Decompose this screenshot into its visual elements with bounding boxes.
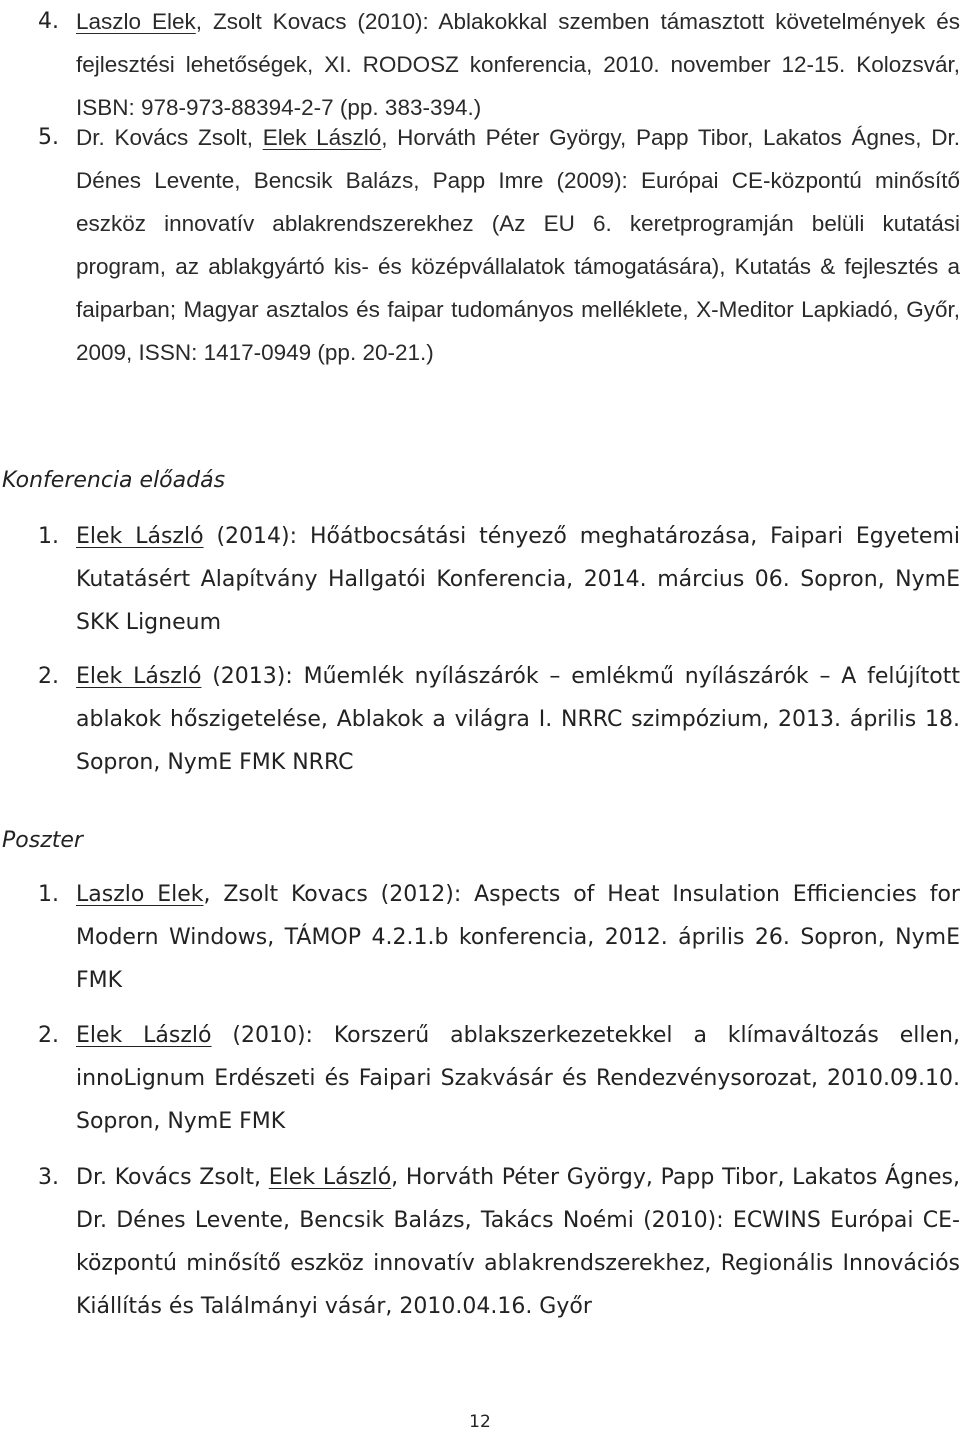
entry-text	[76, 1156, 960, 1328]
entry-text	[76, 655, 960, 784]
entry-rest: (2013): Műemlék nyílászárók – emlékmű nyílászárók – A felújított ablakok hőszigetelése, Ablakok a világra I. NRRC szimpózium, 2013. április 18. Sopron, NymE FMK NRRC	[76, 664, 960, 775]
entry-rest: , Horváth Péter György, Papp Tibor, Lakatos Ágnes, Dr. Dénes Levente, Bencsik Balázs, Papp Imre (2009): Európai CE-központú minősítő eszköz innovatív ablakrendszerekhez (Az EU 6. keretprogramján belüli kutatási program, az ablakgyártó kis- és középvállalatok támogatására), Kutatás & fejlesztés a faiparban; Magyar asztalos és faipar tudományos melléklete, X-Meditor Lapkiadó, Győr, 2009, ISSN: 1417-0949 (pp. 20-21.)	[76, 125, 960, 365]
entry-number: 1.	[38, 882, 59, 907]
entry-pre: Dr. Kovács Zsolt,	[76, 1165, 269, 1190]
entry-text	[76, 1014, 960, 1143]
entry-pre: Dr. Kovács Zsolt,	[76, 125, 263, 150]
author-link[interactable]: Elek László	[76, 1023, 212, 1048]
entry-number: 1.	[38, 524, 59, 549]
entry-rest: , Zsolt Kovacs (2010): Ablakokkal szemben támasztott követelmények és fejlesztési lehetőségek, XI. RODOSZ konferencia, 2010. november 12-15. Kolozsvár, ISBN: 978-973-88394-2-7 (pp. 383-394.)	[76, 9, 960, 120]
entry-number: 4.	[38, 9, 59, 34]
entry-text	[76, 0, 960, 129]
section-heading: Poszter	[2, 828, 83, 853]
entry-rest: , Zsolt Kovacs (2012): Aspects of Heat Insulation Efficiencies for Modern Windows, TÁMOP 4.2.1.b konferencia, 2012. április 26. Sopron, NymE FMK	[76, 882, 960, 993]
entry-number: 2.	[38, 664, 59, 689]
entry-rest: (2010): Korszerű ablakszerkezetekkel a klímaváltozás ellen, innoLignum Erdészeti és Faipari Szakvásár és Rendezvénysorozat, 2010.09.10. Sopron, NymE FMK	[76, 1023, 960, 1134]
page-number: 12	[469, 1412, 491, 1432]
author-link[interactable]: Elek László	[76, 524, 204, 549]
entry-text	[76, 873, 960, 1002]
entry-rest: (2014): Hőátbocsátási tényező meghatározása, Faipari Egyetemi Kutatásért Alapítvány Hallgatói Konferencia, 2014. március 06. Sopron, NymE SKK Ligneum	[76, 524, 960, 635]
author-link[interactable]: Elek László	[268, 1165, 392, 1190]
entry-number: 5.	[38, 125, 59, 150]
section-heading: Konferencia előadás	[2, 468, 226, 493]
entry-rest: , Horváth Péter György, Papp Tibor, Lakatos Ágnes, Dr. Dénes Levente, Bencsik Balázs, Takács Noémi (2010): ECWINS Európai CE-központú minősítő eszköz innovatív ablakrendszerekhez, Regionális Innovációs Kiállítás és Találmányi vásár, 2010.04.16. Győr	[76, 1165, 960, 1319]
entry-number: 2.	[38, 1023, 59, 1048]
author-link[interactable]: Laszlo Elek	[76, 882, 204, 907]
entry-number: 3.	[38, 1165, 59, 1190]
entry-text	[76, 515, 960, 644]
author-link[interactable]: Elek László	[262, 125, 382, 150]
author-link[interactable]: Laszlo Elek	[76, 9, 196, 34]
author-link[interactable]: Elek László	[76, 664, 202, 689]
entry-text	[76, 116, 960, 374]
